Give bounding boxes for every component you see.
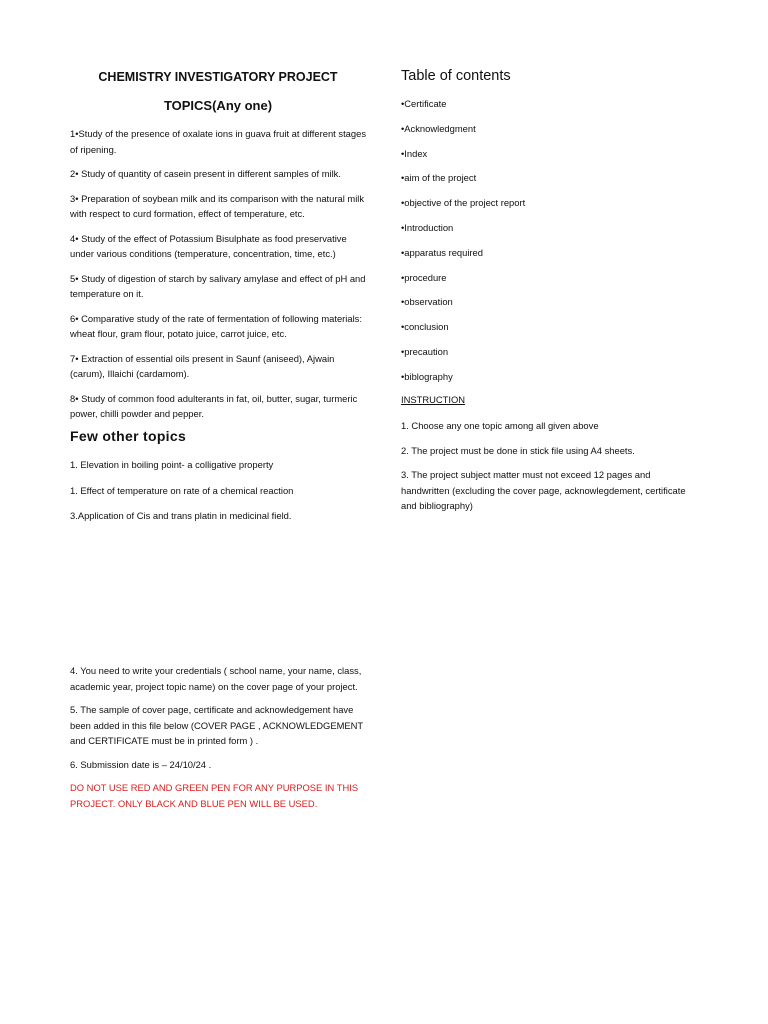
topics-subtitle: TOPICS(Any one) (163, 98, 273, 113)
other-topic-item: 3.Application of Cis and trans platin in medicinal field. (70, 510, 292, 521)
instruction-item: 1. Choose any one topic among all given above (401, 420, 599, 431)
other-topic-item: 1. Effect of temperature on rate of a chemical reaction (70, 484, 294, 496)
instructions-list (401, 418, 697, 523)
toc-item: •procedure (401, 271, 447, 283)
toc-item: •conclusion (401, 321, 449, 333)
topic-item: 2• Study of quantity of casein present in different samples of milk. (70, 168, 341, 179)
toc-item: •Certificate (401, 98, 447, 109)
toc-item: •biblography (401, 370, 453, 382)
other-topic-item: 1. Elevation in boiling point- a colligative property (70, 459, 274, 470)
toc-list (401, 97, 701, 395)
topic-item: 8• Study of common food adulterants in fat, oil, butter, sugar, turmeric power, chilli powder and pepper. (70, 392, 358, 419)
topic-item: 3• Preparation of soybean milk and its comparison with the natural milk with respect to curd formation, effect of temperature, etc. (70, 192, 365, 219)
toc-heading: Table of contents (401, 68, 511, 84)
instruction-item: 2. The project must be done in stick file using A4 sheets. (401, 444, 635, 456)
instructions-continued (70, 663, 366, 819)
toc-item: •Introduction (401, 221, 454, 233)
instruction-item: 5. The sample of cover page, certificate and acknowledgement have been added in this file below (COVER PAGE , ACKNOWLEDGEMENT and CERTIFICATE must be in printed form ) . (70, 704, 363, 746)
toc-item: •apparatus required (401, 246, 483, 258)
toc-item: •objective of the project report (401, 197, 526, 209)
pen-warning: DO NOT USE RED AND GREEN PEN FOR ANY PURPOSE IN THIS PROJECT. ONLY BLACK AND BLUE PEN WILL BE USED. (70, 782, 359, 809)
toc-item: •precaution (401, 345, 449, 357)
toc-item: •Index (401, 147, 428, 159)
topics-list (70, 126, 366, 431)
instruction-item: 6. Submission date is – 24/10/24 . (70, 758, 212, 770)
other-topics-list (70, 457, 366, 534)
topic-item: 7• Extraction of essential oils present in Saunf (aniseed), Ajwain (carum), Illaichi (cardamom). (70, 352, 335, 379)
topic-item: 6• Comparative study of the rate of fermentation of following materials: wheat flour, gram flour, potato juice, carrot juice, etc. (70, 312, 362, 339)
topic-item: 5• Study of digestion of starch by salivary amylase and effect of pH and temperature on it. (70, 272, 366, 299)
instruction-item: 4. You need to write your credentials ( school name, your name, class, academic year, project topic name) on the cover page of your project. (70, 665, 362, 692)
topic-item: 1•Study of the presence of oxalate ions in guava fruit at different stages of ripening. (70, 128, 367, 155)
instruction-heading: INSTRUCTION (401, 394, 466, 405)
instruction-item: 3. The project subject matter must not exceed 12 pages and handwritten (excluding the cover page, acknowlegdement, certificate and bibliography) (401, 469, 686, 511)
toc-item: •observation (401, 296, 453, 308)
other-topics-heading: Few other topics (70, 428, 187, 444)
toc-item: •Acknowledgment (401, 122, 476, 134)
document-title: CHEMISTRY INVESTIGATORY PROJECT (98, 70, 338, 84)
topic-item: 4• Study of the effect of Potassium Bisulphate as food preservative under various conditions (temperature, concentration, time, etc.) (70, 232, 347, 259)
toc-item: •aim of the project (401, 172, 477, 184)
